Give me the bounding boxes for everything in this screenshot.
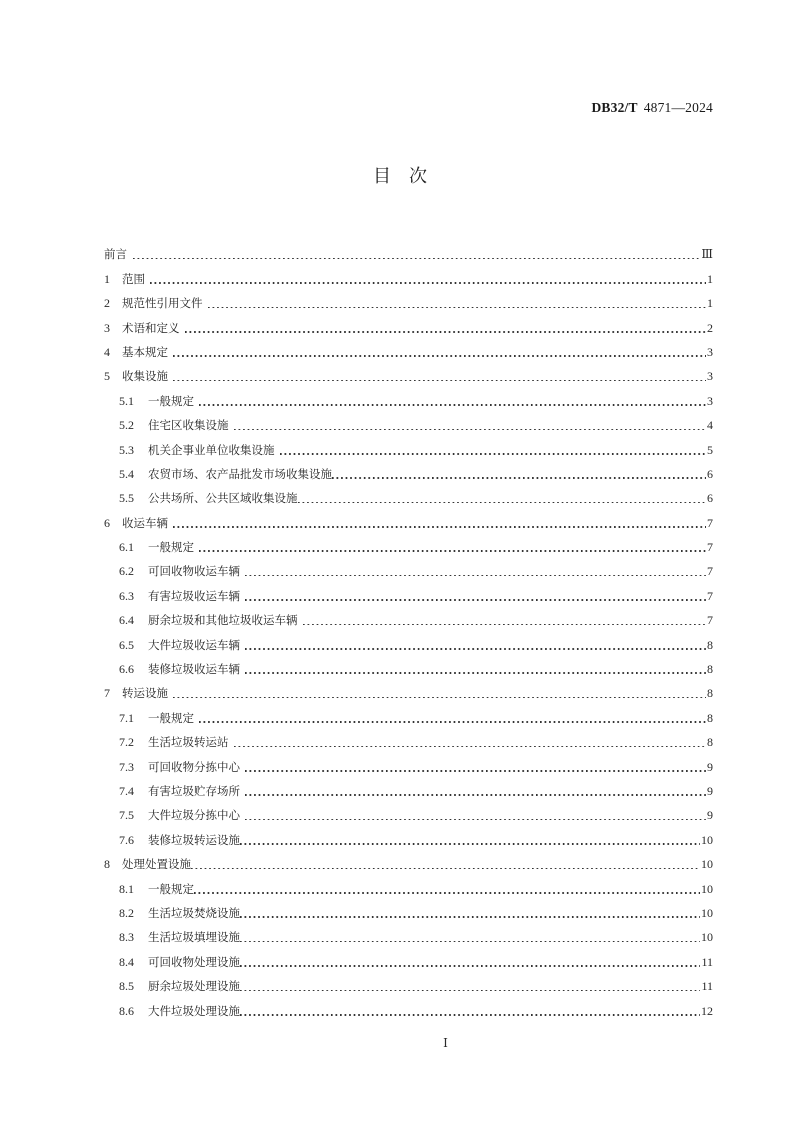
- toc-entry-label: 机关企事业单位收集设施: [148, 442, 275, 457]
- toc-entry[interactable]: [104, 579, 713, 603]
- toc-entry[interactable]: [104, 872, 713, 896]
- toc-entry[interactable]: [104, 799, 713, 823]
- toc-dot-leader: [240, 959, 700, 970]
- toc-dot-leader: [245, 812, 706, 823]
- toc-dot-leader: [194, 886, 700, 897]
- toc-entry-number: 7.4: [119, 783, 134, 798]
- toc-entry-page-number: 8: [707, 662, 713, 677]
- toc-entry-number: 6.5: [119, 637, 134, 652]
- toc-entry-page-number: 9: [707, 759, 713, 774]
- toc-entry-label: 大件垃圾处理设施: [148, 1003, 240, 1018]
- toc-dot-leader: [303, 617, 707, 628]
- toc-entry-number: 3: [104, 320, 110, 335]
- toc-entry-label: 转运设施: [122, 686, 168, 701]
- toc-entry-page-number: 11: [701, 954, 713, 969]
- toc-entry-number: 5.2: [119, 418, 134, 433]
- toc-dot-leader: [208, 300, 707, 311]
- toc-entry[interactable]: [104, 336, 713, 360]
- toc-entry[interactable]: [104, 555, 713, 579]
- toc-entry[interactable]: [104, 311, 713, 335]
- toc-entry-label: 农贸市场、农产品批发市场收集设施: [148, 466, 332, 481]
- toc-entry-label: 生活垃圾填埋设施: [148, 930, 240, 945]
- toc-entry-page-number: 6: [707, 466, 713, 481]
- toc-entry-page-number: 5: [707, 442, 713, 457]
- toc-entry[interactable]: [104, 653, 713, 677]
- toc-entry[interactable]: [104, 897, 713, 921]
- toc-entry-label: 一般规定: [148, 393, 194, 408]
- toc-dot-leader: [280, 447, 707, 458]
- toc-entry-page-number: 10: [701, 930, 713, 945]
- toc-entry-page-number: 11: [701, 979, 713, 994]
- standard-number-header: [104, 100, 713, 116]
- toc-entry[interactable]: [104, 482, 713, 506]
- toc-dot-leader: [191, 861, 700, 872]
- toc-dot-leader: [173, 373, 706, 384]
- toc-entry-number: 5.3: [119, 442, 134, 457]
- toc-dot-leader: [245, 593, 706, 604]
- toc-entry[interactable]: [104, 921, 713, 945]
- toc-entry-number: 6.4: [119, 613, 134, 628]
- toc-entry-number: 7.5: [119, 808, 134, 823]
- toc-entry[interactable]: [104, 433, 713, 457]
- toc-entry-label: 可回收物分拣中心: [148, 759, 240, 774]
- toc-dot-leader: [199, 398, 706, 409]
- toc-entry-page-number: 7: [707, 613, 713, 628]
- toc-entry[interactable]: [104, 604, 713, 628]
- toc-entry-page-number: 10: [701, 857, 713, 872]
- toc-entry-number: 6: [104, 515, 110, 530]
- toc-entry-number: 7.2: [119, 735, 134, 750]
- toc-entry-number: 1: [104, 271, 110, 286]
- toc-entry-number: 8.3: [119, 930, 134, 945]
- toc-dot-leader: [234, 739, 707, 750]
- toc-entry[interactable]: [104, 409, 713, 433]
- toc-entry-label: 大件垃圾收运车辆: [148, 637, 240, 652]
- toc-entry-number: 8: [104, 857, 110, 872]
- toc-dot-leader: [199, 715, 706, 726]
- toc-entry-label: 有害垃圾收运车辆: [148, 588, 240, 603]
- toc-entry-page-number: 7: [707, 564, 713, 579]
- toc-entry-page-number: 7: [707, 588, 713, 603]
- toc-entry-number: 4: [104, 344, 110, 359]
- standard-prefix: DB: [591, 100, 611, 115]
- toc-dot-leader: [240, 1008, 700, 1019]
- toc-entry-label: 术语和定义: [122, 320, 180, 335]
- toc-entry[interactable]: [104, 994, 713, 1018]
- toc-entry[interactable]: [104, 506, 713, 530]
- toc-entry[interactable]: [104, 384, 713, 408]
- toc-entry[interactable]: [104, 945, 713, 969]
- toc-entry-page-number: 10: [701, 905, 713, 920]
- toc-entry[interactable]: [104, 701, 713, 725]
- toc-entry-number: 5.1: [119, 393, 134, 408]
- toc-entry-page-number: 10: [701, 832, 713, 847]
- standard-number: 4871—2024: [643, 100, 713, 115]
- toc-entry-page-number: Ⅲ: [701, 247, 713, 262]
- toc-dot-leader: [245, 666, 706, 677]
- toc-dot-leader: [240, 837, 700, 848]
- toc-dot-leader: [245, 764, 706, 775]
- toc-entry-number: 2: [104, 296, 110, 311]
- toc-entry-label: 规范性引用文件: [122, 296, 203, 311]
- toc-entry-label: 住宅区收集设施: [148, 418, 229, 433]
- toc-entry-number: 8.6: [119, 1003, 134, 1018]
- toc-dot-leader: [173, 349, 706, 360]
- toc-entry-number: 7.1: [119, 710, 134, 725]
- toc-dot-leader: [240, 910, 700, 921]
- toc-entry-label: 一般规定: [148, 881, 194, 896]
- toc-entry-label: 收集设施: [122, 369, 168, 384]
- toc-entry-label: 可回收物处理设施: [148, 954, 240, 969]
- toc-entry-number: 7.3: [119, 759, 134, 774]
- toc-entry-label: 一般规定: [148, 540, 194, 555]
- toc-entry-number: 8.1: [119, 881, 134, 896]
- toc-dot-leader: [173, 520, 706, 531]
- toc-dot-leader: [150, 276, 706, 287]
- toc-entry-page-number: 12: [701, 1003, 713, 1018]
- toc-entry-number: 8.5: [119, 979, 134, 994]
- toc-entry-label: 基本规定: [122, 344, 168, 359]
- toc-entry[interactable]: [104, 970, 713, 994]
- toc-dot-leader: [245, 568, 706, 579]
- toc-entry-page-number: 4: [707, 418, 713, 433]
- standard-designation: 32/T: [610, 100, 638, 115]
- toc-entry-page-number: 6: [707, 491, 713, 506]
- toc-entry-page-number: 3: [707, 369, 713, 384]
- toc-entry-number: 5.4: [119, 466, 134, 481]
- toc-dot-leader: [234, 422, 707, 433]
- toc-entry-page-number: 9: [707, 783, 713, 798]
- toc-entry-number: 7: [104, 686, 110, 701]
- toc-entry-page-number: 3: [707, 344, 713, 359]
- toc-entry[interactable]: [104, 775, 713, 799]
- toc-entry[interactable]: [104, 531, 713, 555]
- toc-entry-page-number: 7: [707, 515, 713, 530]
- toc-entry-page-number: 10: [701, 881, 713, 896]
- toc-entry-number: 6.6: [119, 662, 134, 677]
- toc-entry[interactable]: [104, 823, 713, 847]
- toc-entry-label: 前言: [104, 247, 127, 262]
- toc-entry-page-number: 8: [707, 686, 713, 701]
- toc-entry-page-number: 9: [707, 808, 713, 823]
- toc-dot-leader: [185, 325, 707, 336]
- toc-dot-leader: [298, 495, 707, 506]
- toc-entry[interactable]: [104, 458, 713, 482]
- toc-entry-page-number: 8: [707, 637, 713, 652]
- toc-dot-leader: [240, 934, 700, 945]
- toc-entry-page-number: 8: [707, 710, 713, 725]
- toc-entry-label: 范围: [122, 271, 145, 286]
- toc-entry-page-number: 8: [707, 735, 713, 750]
- toc-entry-page-number: 2: [707, 320, 713, 335]
- toc-entry-number: 6.2: [119, 564, 134, 579]
- page-folio: Ⅰ: [443, 1036, 448, 1050]
- toc-dot-leader: [245, 642, 706, 653]
- toc-entry-number: 5.5: [119, 491, 134, 506]
- toc-entry-number: 8.4: [119, 954, 134, 969]
- toc-entry-label: 公共场所、公共区域收集设施: [148, 491, 298, 506]
- toc-entry-number: 8.2: [119, 905, 134, 920]
- toc-entry[interactable]: [104, 848, 713, 872]
- toc-entry-number: 6.1: [119, 540, 134, 555]
- toc-entry-number: 5: [104, 369, 110, 384]
- toc-entry[interactable]: [104, 677, 713, 701]
- page-title: 目次: [373, 166, 445, 187]
- toc-entry-label: 有害垃圾贮存场所: [148, 783, 240, 798]
- toc-entry-page-number: 7: [707, 540, 713, 555]
- toc-entry-label: 厨余垃圾处理设施: [148, 979, 240, 994]
- toc-entry-page-number: 1: [707, 296, 713, 311]
- toc-entry-label: 大件垃圾分拣中心: [148, 808, 240, 823]
- toc-entry-label: 可回收物收运车辆: [148, 564, 240, 579]
- toc-entry[interactable]: [104, 360, 713, 384]
- toc-entry-label: 生活垃圾转运站: [148, 735, 229, 750]
- toc-entry-page-number: 1: [707, 271, 713, 286]
- toc-entry-label: 厨余垃圾和其他垃圾收运车辆: [148, 613, 298, 628]
- toc-entry-number: 6.3: [119, 588, 134, 603]
- table-of-contents: [104, 238, 713, 1019]
- toc-dot-leader: [133, 251, 700, 262]
- toc-dot-leader: [199, 544, 706, 555]
- toc-dot-leader: [240, 983, 700, 994]
- toc-entry[interactable]: [104, 262, 713, 286]
- toc-entry-label: 装修垃圾转运设施: [148, 832, 240, 847]
- toc-entry-label: 一般规定: [148, 710, 194, 725]
- toc-entry-label: 装修垃圾收运车辆: [148, 662, 240, 677]
- toc-entry[interactable]: [104, 238, 713, 262]
- toc-dot-leader: [245, 788, 706, 799]
- toc-entry[interactable]: [104, 628, 713, 652]
- toc-entry[interactable]: [104, 750, 713, 774]
- toc-entry-label: 生活垃圾焚烧设施: [148, 905, 240, 920]
- toc-entry-page-number: 3: [707, 393, 713, 408]
- toc-dot-leader: [173, 690, 706, 701]
- toc-entry[interactable]: [104, 287, 713, 311]
- toc-dot-leader: [332, 471, 706, 482]
- toc-entry-label: 收运车辆: [122, 515, 168, 530]
- toc-entry[interactable]: [104, 726, 713, 750]
- toc-entry-label: 处理处置设施: [122, 857, 191, 872]
- toc-entry-number: 7.6: [119, 832, 134, 847]
